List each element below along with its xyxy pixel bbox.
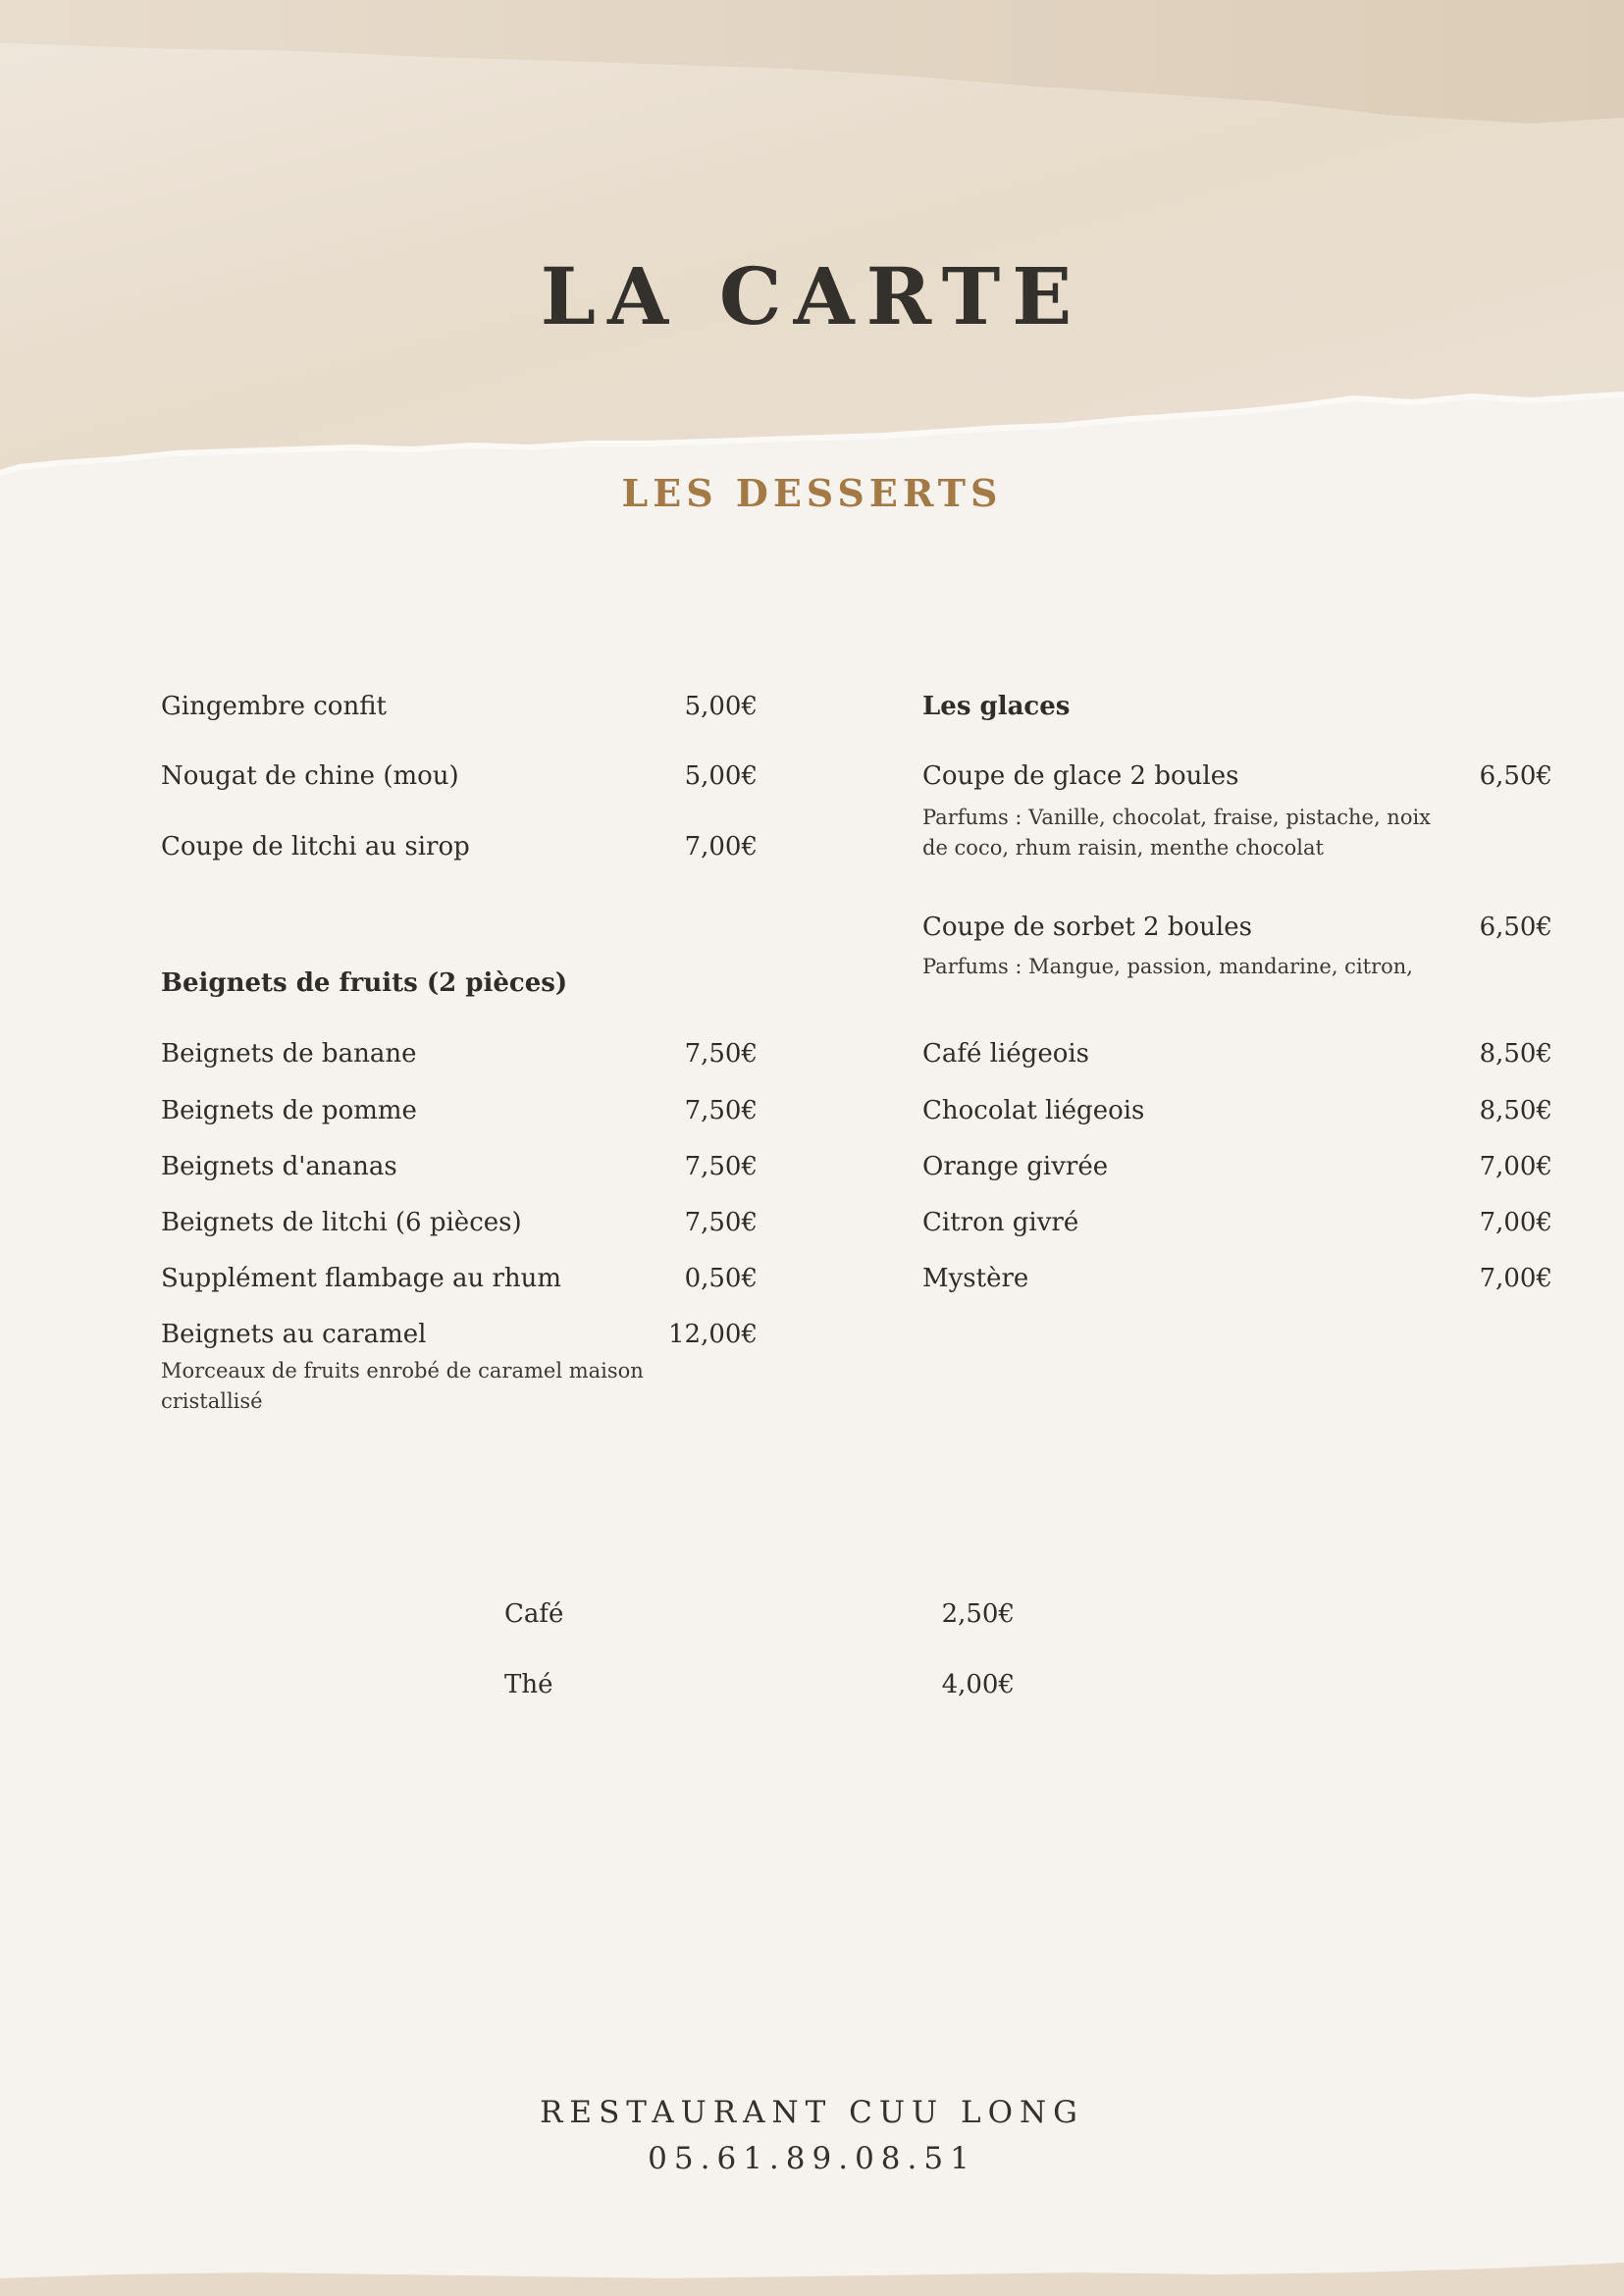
menu-item bbox=[161, 1034, 758, 1073]
menu-item bbox=[504, 1594, 1015, 1634]
menu-item bbox=[922, 1091, 1552, 1130]
restaurant-name: RESTAURANT CUU LONG bbox=[540, 2095, 1084, 2130]
item-name: Gingembre confit bbox=[161, 692, 387, 721]
item-price: 7,50€ bbox=[684, 1096, 758, 1125]
item-name: Thé bbox=[504, 1670, 553, 1699]
item-name: Beignets de litchi (6 pièces) bbox=[161, 1208, 522, 1237]
menu-item bbox=[922, 1034, 1552, 1073]
item-price: 5,00€ bbox=[684, 692, 758, 721]
item-description: Morceaux de fruits enrobé de caramel maison cristallisé bbox=[161, 1359, 644, 1413]
item-name: Coupe de glace 2 boules bbox=[922, 761, 1239, 791]
menu-item bbox=[161, 1203, 758, 1242]
menu-item bbox=[161, 827, 758, 866]
item-name: Beignets de pomme bbox=[161, 1096, 417, 1125]
item-price: 8,50€ bbox=[1479, 1096, 1552, 1125]
item-name: Beignets de banane bbox=[161, 1039, 417, 1069]
item-price: 0,50€ bbox=[684, 1264, 758, 1293]
item-price: 7,50€ bbox=[684, 1039, 758, 1069]
menu-item bbox=[922, 757, 1552, 796]
item-name: Café liégeois bbox=[922, 1039, 1090, 1069]
menu-item bbox=[161, 1091, 758, 1130]
item-price: 7,50€ bbox=[684, 1152, 758, 1181]
item-name: Nougat de chine (mou) bbox=[161, 761, 459, 791]
item-name: Supplément flambage au rhum bbox=[161, 1264, 562, 1293]
item-price: 7,00€ bbox=[1479, 1152, 1552, 1181]
beignets-heading bbox=[161, 964, 758, 1003]
heading-text: Les glaces bbox=[922, 692, 1071, 721]
menu-item bbox=[922, 1203, 1552, 1242]
item-name: Beignets d'ananas bbox=[161, 1152, 397, 1181]
menu-item bbox=[161, 1259, 758, 1298]
item-name: Café bbox=[504, 1599, 564, 1629]
menu-item bbox=[161, 1147, 758, 1186]
item-price: 7,00€ bbox=[684, 832, 758, 861]
menu-item bbox=[922, 908, 1552, 947]
item-price: 7,50€ bbox=[684, 1208, 758, 1237]
item-description: Parfums : Mangue, passion, mandarine, citron, bbox=[922, 955, 1413, 978]
item-name: Mystère bbox=[922, 1264, 1029, 1293]
menu-item bbox=[161, 757, 758, 796]
item-price: 6,50€ bbox=[1479, 761, 1552, 791]
section-title: LES DESSERTS bbox=[621, 471, 1003, 515]
menu-item bbox=[922, 1147, 1552, 1186]
menu-item bbox=[922, 1259, 1552, 1298]
item-name: Beignets au caramel bbox=[161, 1320, 427, 1349]
restaurant-phone: 05.61.89.08.51 bbox=[648, 2141, 976, 2176]
item-name: Coupe de litchi au sirop bbox=[161, 832, 470, 861]
glaces-heading bbox=[922, 687, 1552, 726]
menu-item bbox=[161, 687, 758, 726]
item-price: 4,00€ bbox=[941, 1670, 1015, 1699]
item-name: Orange givrée bbox=[922, 1152, 1109, 1181]
item-price: 6,50€ bbox=[1479, 913, 1552, 942]
menu-item bbox=[504, 1665, 1015, 1704]
menu-title: LA CARTE bbox=[540, 250, 1084, 342]
item-name: Chocolat liégeois bbox=[922, 1096, 1145, 1125]
menu-item bbox=[161, 1315, 758, 1354]
item-price: 12,00€ bbox=[668, 1320, 758, 1349]
item-price: 5,00€ bbox=[684, 761, 758, 791]
item-price: 8,50€ bbox=[1479, 1039, 1552, 1069]
item-name: Citron givré bbox=[922, 1208, 1079, 1237]
item-price: 2,50€ bbox=[941, 1599, 1015, 1629]
item-name: Coupe de sorbet 2 boules bbox=[922, 913, 1252, 942]
item-description: Parfums : Vanille, chocolat, fraise, pistache, noix de coco, rhum raisin, menthe chocolat bbox=[922, 806, 1432, 860]
heading-text: Beignets de fruits (2 pièces) bbox=[161, 968, 568, 998]
item-price: 7,00€ bbox=[1479, 1208, 1552, 1237]
item-price: 7,00€ bbox=[1479, 1264, 1552, 1293]
